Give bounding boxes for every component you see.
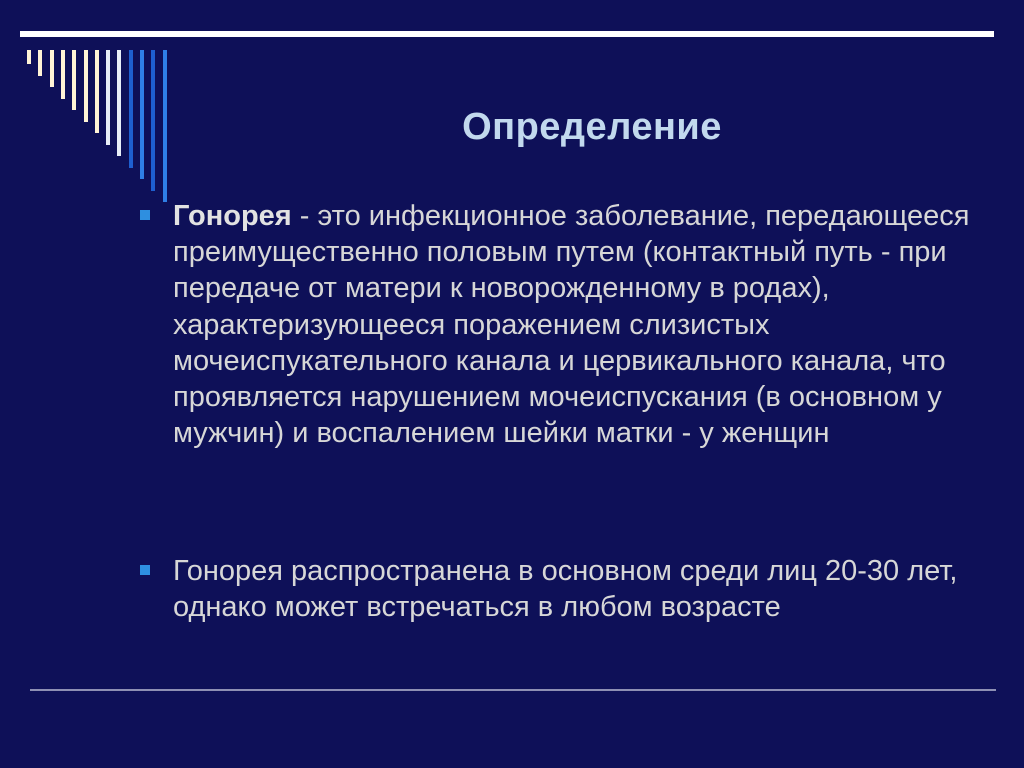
bullet-item-prevalence [140, 553, 1000, 625]
decorative-stripe [27, 50, 31, 64]
slide-title: Определение [462, 106, 722, 148]
bullet-body: - это инфекционное заболевание, передающееся преимущественно половым путем (контактный путь - при передаче от матери к новорожденному в родах), характеризующееся поражением слизистых мочеиспукательного канала и цервикального канала, что проявляется нарушением мочеиспускания (в основном у мужчин) и воспалением шейки матки - у женщин [173, 200, 970, 450]
bullet-text: Гонорея распространена в основном среди лиц 20-30 лет, однако может встречаться в любом возрасте [173, 555, 958, 624]
bullet-text [173, 198, 1000, 451]
bottom-rule-divider [30, 689, 996, 691]
decorative-stripe [61, 50, 65, 99]
decorative-stripe [50, 50, 54, 87]
bullet-item-definition [140, 198, 1000, 451]
decorative-stripe [72, 50, 76, 110]
bullet-term: Гонорея [173, 200, 292, 232]
square-bullet-icon [140, 210, 150, 220]
decorative-stripe [38, 50, 42, 76]
top-rule-divider [20, 31, 994, 37]
square-bullet-icon [140, 565, 150, 575]
